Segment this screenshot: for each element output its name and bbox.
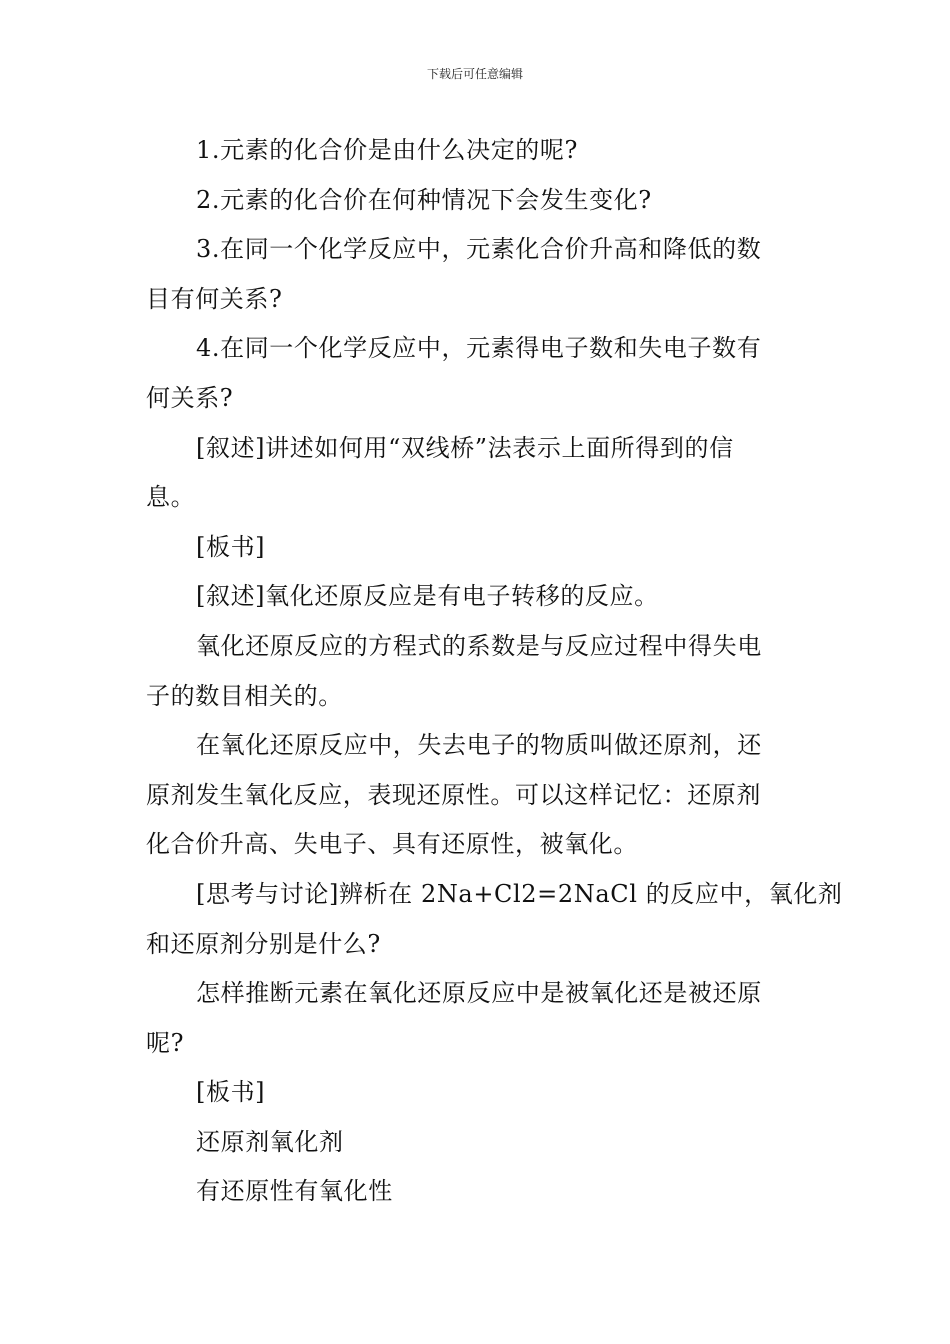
board-item-2: [146, 1167, 806, 1217]
coefficient-line-1: 氧化还原反应的方程式的系数是与反应过程中得失电: [196, 631, 762, 660]
board-note-1: [146, 523, 806, 573]
discussion-line-1: [思考与讨论]辨析在 2Na+Cl2=2NaCl 的反应中，氧化剂: [196, 879, 843, 908]
question-1-text: 1.元素的化合价是由什么决定的呢?: [196, 136, 578, 164]
coefficient-line-2: 子的数目相关的。: [146, 681, 343, 710]
reducer-line-2: 原剂发生氧化反应，表现还原性。可以这样记忆：还原剂: [146, 780, 761, 809]
question-4: [146, 324, 806, 423]
narration-electron-transfer-text: [叙述]氧化还原反应是有电子转移的反应。: [196, 582, 659, 611]
question-2: [146, 176, 806, 226]
board-note-2-text: [板书]: [196, 1078, 266, 1107]
board-item-1-text: 还原剂氧化剂: [196, 1127, 344, 1156]
question-1: [146, 126, 806, 176]
narration-double-bridge: [146, 424, 806, 523]
question-3-line-2: 目有何关系?: [146, 284, 283, 313]
board-note-1-text: [板书]: [196, 532, 266, 561]
board-note-2: [146, 1068, 806, 1118]
question-4-line-1: 4.在同一个化学反应中，元素得电子数和失电子数有: [196, 334, 762, 363]
question-2-text: 2.元素的化合价在何种情况下会发生变化?: [196, 185, 652, 214]
reducer-line-3: 化合价升高、失电子、具有还原性，被氧化。: [146, 830, 638, 859]
document-body: [146, 126, 843, 1217]
reducer-line-1: 在氧化还原反应中，失去电子的物质叫做还原剂，还: [196, 731, 762, 760]
coefficient-paragraph: [146, 622, 806, 721]
reducer-paragraph: [146, 721, 806, 870]
question-3-line-1: 3.在同一个化学反应中，元素化合价升高和降低的数: [196, 235, 762, 264]
judgement-line-2: 呢?: [146, 1028, 185, 1057]
judgement-line-1: 怎样推断元素在氧化还原反应中是被氧化还是被还原: [196, 979, 762, 1008]
board-item-1: [146, 1118, 806, 1168]
narration-double-bridge-line-2: 息。: [146, 483, 196, 512]
judgement-paragraph: [146, 969, 806, 1068]
question-3: [146, 225, 806, 324]
page-header-note: 下载后可任意编辑: [426, 67, 523, 81]
question-4-line-2: 何关系?: [146, 383, 234, 412]
discussion-paragraph: [146, 870, 843, 969]
narration-double-bridge-line-1: [叙述]讲述如何用“双线桥”法表示上面所得到的信: [196, 433, 734, 462]
discussion-line-2: 和还原剂分别是什么?: [146, 929, 381, 958]
board-item-2-text: 有还原性有氧化性: [196, 1177, 393, 1206]
narration-electron-transfer: [146, 572, 806, 622]
